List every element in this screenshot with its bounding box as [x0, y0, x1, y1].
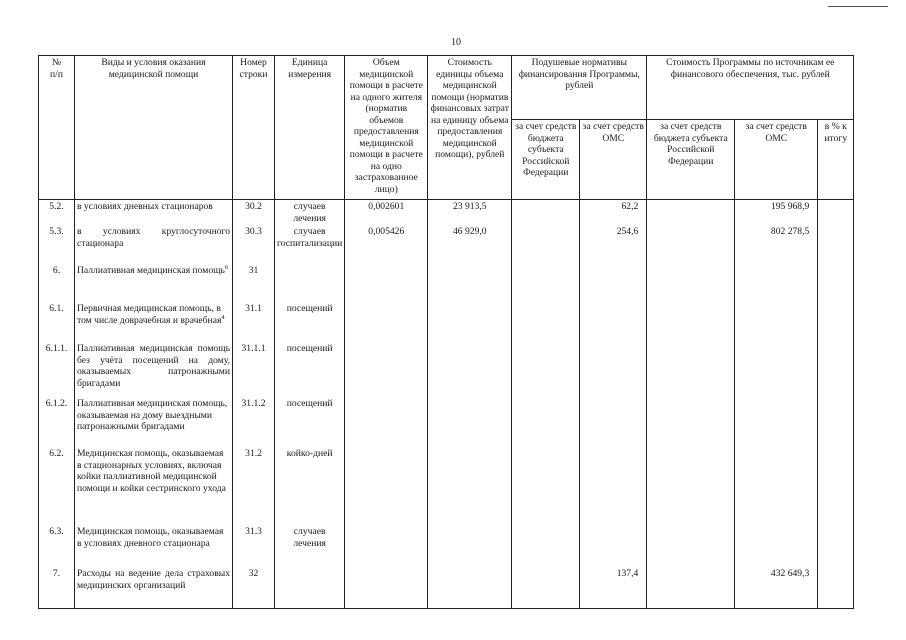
row-line-number-text: 32: [248, 568, 259, 579]
row-number: [39, 390, 75, 440]
row-unit-text: койко-дней: [286, 448, 333, 459]
row-unit-cost: [428, 390, 512, 440]
header-num: № п/п: [39, 56, 75, 200]
row-unit-cost: [428, 335, 512, 390]
row-unit-text: случаев госпитализации: [277, 226, 343, 249]
row-unit-cost: [428, 225, 512, 257]
row-number-text: 6.1.1.: [45, 343, 68, 354]
row-unit-text: посещений: [286, 303, 333, 314]
row-per-capita-oms: [580, 295, 647, 335]
row-program-pct: [818, 225, 854, 257]
footnote-marker: 6: [224, 263, 229, 271]
table-row: [39, 225, 854, 257]
row-line-number-text: 31: [248, 265, 259, 276]
row-line-number-text: 31.2: [245, 448, 262, 459]
row-program-oms: [735, 225, 818, 257]
row-line-number: [233, 390, 275, 440]
row-number: [39, 518, 75, 560]
row-number: [39, 560, 75, 608]
row-line-number-text: 31.1.1: [241, 343, 266, 354]
row-name: [75, 518, 233, 560]
row-per-capita-oms: [580, 560, 647, 608]
row-program-pct: [818, 518, 854, 560]
header-per-capita-oms: за счет средств ОМС: [580, 120, 647, 200]
row-name: [75, 225, 233, 257]
header-line: Номер строки: [233, 56, 275, 200]
row-line-number-text: 30.3: [245, 226, 262, 237]
row-name: [75, 335, 233, 390]
row-per-capita-oms: [580, 225, 647, 257]
row-name-text: Паллиативная медицинская помощь без учёта посещений на дому, оказываемых патронажными бригадами: [77, 343, 230, 389]
row-per-capita-oms-text: 254,6: [616, 226, 639, 237]
header-program-cost: Стоимость Программы по источникам ее финансового обеспечения, тыс. рублей: [647, 56, 854, 120]
row-volume: [345, 560, 428, 608]
row-unit: [275, 440, 345, 518]
row-number-text: 6.3.: [49, 526, 64, 537]
table-row: [39, 200, 854, 226]
footnote-marker: 4: [221, 313, 225, 321]
row-unit-text: посещений: [286, 343, 333, 354]
row-unit: [275, 518, 345, 560]
row-per-capita-oms: [580, 335, 647, 390]
row-program-oms-text: 432 649,3: [770, 568, 810, 579]
header-name: Виды и условия оказания медицинской помощи: [75, 56, 233, 200]
row-unit: [275, 257, 345, 295]
row-volume-text: 0,002601: [368, 201, 405, 212]
row-per-capita-budget: [512, 200, 580, 226]
row-line-number: [233, 560, 275, 608]
row-number-text: 7.: [52, 568, 61, 579]
row-line-number: [233, 257, 275, 295]
header-cost: Стоимость единицы объема медицинской помощи (норматив финансовых затрат на единицу объема предоставления медицинской помощи), рублей: [428, 56, 512, 200]
row-name: [75, 390, 233, 440]
row-program-budget: [647, 560, 735, 608]
row-line-number-text: 31.1: [245, 303, 262, 314]
row-name-text: в условиях дневных стационаров: [77, 201, 213, 212]
row-volume: [345, 295, 428, 335]
row-number-text: 5.3.: [49, 226, 64, 237]
row-unit: [275, 390, 345, 440]
row-unit-cost: [428, 257, 512, 295]
row-program-pct: [818, 560, 854, 608]
row-volume: [345, 335, 428, 390]
row-program-oms-text: 802 278,5: [770, 226, 810, 237]
row-number-text: 5.2.: [49, 201, 64, 212]
row-unit: [275, 225, 345, 257]
row-line-number: [233, 200, 275, 226]
row-program-oms: [735, 257, 818, 295]
row-program-budget: [647, 257, 735, 295]
row-program-pct: [818, 390, 854, 440]
row-number-text: 6.2.: [49, 448, 64, 459]
row-per-capita-budget: [512, 257, 580, 295]
row-line-number-text: 30.2: [245, 201, 262, 212]
row-unit: [275, 560, 345, 608]
table-row: [39, 560, 854, 608]
row-unit-cost: [428, 295, 512, 335]
row-program-pct: [818, 295, 854, 335]
row-per-capita-oms-text: 62,2: [621, 201, 639, 212]
row-name-text: Медицинская помощь, оказываемая в условиях дневного стационара: [77, 526, 224, 549]
row-program-oms: [735, 518, 818, 560]
row-program-oms-text: 195 968,9: [770, 201, 810, 212]
row-name: [75, 257, 233, 295]
row-number: [39, 257, 75, 295]
row-program-budget: [647, 295, 735, 335]
row-per-capita-oms: [580, 257, 647, 295]
row-per-capita-budget: [512, 440, 580, 518]
row-program-pct: [818, 200, 854, 226]
row-number: [39, 295, 75, 335]
row-volume: [345, 200, 428, 226]
table-row: [39, 390, 854, 440]
row-per-capita-budget: [512, 518, 580, 560]
row-number-text: 6.1.2.: [45, 398, 68, 409]
row-number: [39, 225, 75, 257]
corner-line: [828, 6, 888, 7]
row-unit-cost-text: 46 929,0: [452, 226, 487, 237]
row-name: [75, 295, 233, 335]
row-program-budget: [647, 225, 735, 257]
row-unit-cost-text: 23 913,5: [452, 201, 487, 212]
row-per-capita-budget: [512, 390, 580, 440]
row-per-capita-oms: [580, 200, 647, 226]
row-line-number: [233, 225, 275, 257]
row-line-number: [233, 440, 275, 518]
row-name-text: Паллиативная медицинская помощь: [77, 265, 225, 276]
row-number: [39, 200, 75, 226]
row-program-budget: [647, 335, 735, 390]
row-unit-cost: [428, 440, 512, 518]
row-unit-cost: [428, 200, 512, 226]
row-volume: [345, 518, 428, 560]
row-name-text: Первичная медицинская помощь, в том числе доврачебная и врачебная: [77, 303, 222, 326]
table-row: [39, 440, 854, 518]
row-name-text: Медицинская помощь, оказываемая в стационарных условиях, включая койки паллиативной медицинской помощи и койки сестринского ухода: [77, 448, 226, 494]
header-volume: Объем медицинской помощи в расчете на одного жителя (норматив объемов предоставления медицинской помощи в расчете на одно застрахованное лицо): [345, 56, 428, 200]
row-unit-text: случаев лечения: [293, 526, 326, 549]
row-name: [75, 200, 233, 226]
row-program-oms: [735, 295, 818, 335]
row-number: [39, 335, 75, 390]
header-per-capita: Подушевые нормативы финансирования Программы, рублей: [512, 56, 647, 120]
row-program-budget: [647, 440, 735, 518]
row-unit-cost: [428, 560, 512, 608]
row-line-number: [233, 518, 275, 560]
header-program-pct: в % к итогу: [818, 120, 854, 200]
row-name: [75, 560, 233, 608]
row-unit-text: случаев лечения: [293, 201, 326, 224]
row-line-number-text: 31.3: [245, 526, 262, 537]
header-per-capita-budget: за счет средств бюджета субъекта Российской Федерации: [512, 120, 580, 200]
page-number: 10: [451, 37, 461, 48]
row-name-text: в условиях круглосуточного стационара: [77, 226, 230, 249]
row-program-oms: [735, 200, 818, 226]
row-unit: [275, 335, 345, 390]
row-unit-text: посещений: [286, 398, 333, 409]
row-volume-text: 0,005426: [368, 226, 405, 237]
row-program-pct: [818, 440, 854, 518]
row-program-budget: [647, 390, 735, 440]
table-row: [39, 518, 854, 560]
row-volume: [345, 440, 428, 518]
row-name: [75, 440, 233, 518]
row-name-text: Паллиативная медицинская помощь, оказываемая на дому выездными патронажными бригадами: [77, 398, 228, 432]
row-unit-cost: [428, 518, 512, 560]
row-program-pct: [818, 335, 854, 390]
row-per-capita-oms: [580, 390, 647, 440]
row-per-capita-budget: [512, 335, 580, 390]
row-per-capita-oms-text: 137,4: [616, 568, 639, 579]
row-line-number: [233, 335, 275, 390]
row-program-oms: [735, 560, 818, 608]
row-unit: [275, 200, 345, 226]
row-unit: [275, 295, 345, 335]
row-volume: [345, 257, 428, 295]
row-line-number: [233, 295, 275, 335]
row-per-capita-budget: [512, 560, 580, 608]
row-program-oms: [735, 440, 818, 518]
row-number-text: 6.1.: [49, 303, 64, 314]
row-volume: [345, 225, 428, 257]
row-per-capita-oms: [580, 518, 647, 560]
row-line-number-text: 31.1.2: [241, 398, 266, 409]
row-program-budget: [647, 518, 735, 560]
financing-table: [38, 55, 854, 609]
row-program-pct: [818, 257, 854, 295]
row-per-capita-oms: [580, 440, 647, 518]
table-row: [39, 295, 854, 335]
row-number-text: 6.: [52, 265, 61, 276]
header-program-oms: за счет средств ОМС: [735, 120, 818, 200]
header-program-budget: за счет средств бюджета субъекта Российской Федерации: [647, 120, 735, 200]
table-row: [39, 257, 854, 295]
row-per-capita-budget: [512, 295, 580, 335]
table-row: [39, 335, 854, 390]
row-number: [39, 440, 75, 518]
header-unit: Единица измерения: [275, 56, 345, 200]
row-program-oms: [735, 335, 818, 390]
row-per-capita-budget: [512, 225, 580, 257]
row-program-budget: [647, 200, 735, 226]
row-name-text: Расходы на ведение дела страховых медицинских организаций: [77, 568, 230, 591]
row-volume: [345, 390, 428, 440]
row-program-oms: [735, 390, 818, 440]
